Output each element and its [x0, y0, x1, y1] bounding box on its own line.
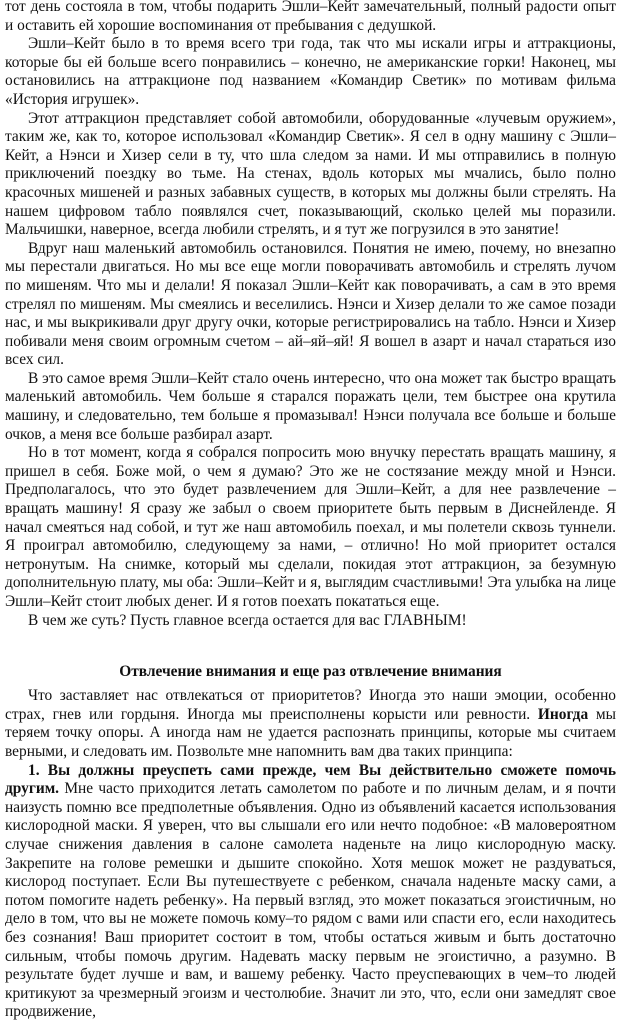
paragraph-7: В чем же суть? Пусть главное всегда остается для вас ГЛАВНЫМ!: [28, 611, 467, 629]
paragraph-2: Эшли–Кейт было в то время всего три года, так что мы искали игры и аттракционы, которые бы ей больше всего понравились – конечно, не американские горки! Наконец, мы остановились на аттракционе под названием «Командир Светик» по мотивам фильма «История игрушек».: [5, 35, 616, 108]
intro-text-end: мы теряем точку опоры. А иногда нам не удается распознать принципы, которые мы считаем верными, и следовать им. Позвольте мне напомнить вам два таких принципа:: [5, 705, 616, 760]
section-heading: Отвлечение внимания и еще раз отвлечение внимания: [119, 663, 502, 681]
paragraph-3: Этот аттракцион представляет собой автомобили, оборудованные «лучевым оружием», таким же, как то, которое использовал «Командир Светик». Я сел в одну машину с Эшли–Кейт, а Нэнси и Хизер сели в ту, что шла следом за нами. И мы отправились в полную приключений поездку во тьме. На стенах, вдоль которых мы мчались, было полно красочных мишеней и разных забавных существ, в которых мы должны были стрелять. На нашем цифровом табло появлялся счет, показывающий, сколько целей мы поразили. Мальчишки, наверное, всегда любили стрелять, и я тут же погрузился в это занятие!: [5, 109, 616, 239]
paragraph-6: Но в тот момент, когда я собрался попросить мою внучку перестать вращать машину, я пришел в себя. Боже мой, о чем я думаю? Это же не состязание между мной и Нэнси. Предполагалось, что это будет развлечением для Эшли–Кейт, а для нее развлечение – вращать машину! Я сразу же забыл о своем приоритете быть первым в Диснейленде. Я начал смеяться над собой, и тут же наш автомобиль поехал, и мы полетели сквозь туннели. Я проиграл автомобилю, следующему за нами, – отлично! Но мой приоритет остался нетронутым. На снимке, который мы сделали, покидая этот аттракцион, за безумную дополнительную плату, мы оба: Эшли–Кейт и я, выглядим счастливыми! Эта улыбка на лице Эшли–Кейт стоит любых денег. И я готов поехать покататься еще.: [5, 444, 616, 610]
paragraph-1: тот день состояла в том, чтобы подарить Эшли–Кейт замечательный, полный радости опыт и оставить ей хорошие воспоминания от пребывания с дедушкой.: [5, 0, 616, 34]
intro-text-start: Что заставляет нас отвлекаться от приоритетов? Иногда это наши эмоции, особенно страх, гнев или гордыня. Иногда мы преисполнены корысти или ревности.: [5, 687, 616, 723]
paragraph-4: Вдруг наш маленький автомобиль остановился. Понятия не имею, почему, но внезапно мы перестали двигаться. Но мы все еще могли поворачивать автомобиль и стрелять лучом по мишеням. Что мы и делали! Я показал Эшли–Кейт как поворачивать, а сам в это время стрелял по мишеням. Мы смеялись и веселились. Нэнси и Хизер делали то же самое позади нас, и мы выкрикивали друг другу очки, которые регистрировались на табло. Нэнси и Хизер побивали меня своим огромным счетом – ай–яй–яй! Я вошел в азарт и начал стараться изо всех сил.: [5, 239, 616, 369]
paragraph-principle-1: [5, 762, 616, 1022]
principle-1-text: Мне часто приходится летать самолетом по работе и по личным делам, и я почти наизусть помню все предполетные объявления. Одно из объявлений касается использования кислородной маски. Я уверен, что вы слышали его или нечто подобное: «В маловероятном случае снижения давления в салоне самолета наденьте на лицо кислородную маску. Закрепите на голове ремешки и дышите спокойно. Хотя мешок может не раздуваться, кислород поступает. Если Вы путешествуете с ребенком, сначала наденьте маску сами, а потом помогите надеть ребенку». На первый взгляд, это может показаться эгоистичным, но дело в том, что вы не можете помочь кому–то рядом с вами или спасти его, если находитесь без сознания! Ваш приоритет состоит в том, чтобы остаться живым и быть достаточно сильным, чтобы помочь другим. Надевать маску первым не эгоистично, а разумно. В результате будет лучше и вам, и вашему ребенку. Часто преуспевающих в чем–то людей критикуют за чрезмерный эгоизм и честолюбие. Значит ли это, что, если они замедлят свое продвижение,: [5, 780, 616, 1021]
paragraph-5: В это самое время Эшли–Кейт стало очень интересно, что она может так быстро вращать маленький автомобиль. Чем больше я старался поражать цели, тем быстрее она крутила машину, и следовательно, тем больше я промазывал! Нэнси получала все больше и больше очков, а меня все больше разбирал азарт.: [5, 369, 616, 443]
intro-bold-word: Иногда: [537, 705, 589, 723]
paragraph-intro: [5, 687, 616, 761]
principle-1-heading: 1. Вы должны преуспеть сами прежде, чем Вы действительно сможете помочь другим.: [5, 761, 616, 798]
